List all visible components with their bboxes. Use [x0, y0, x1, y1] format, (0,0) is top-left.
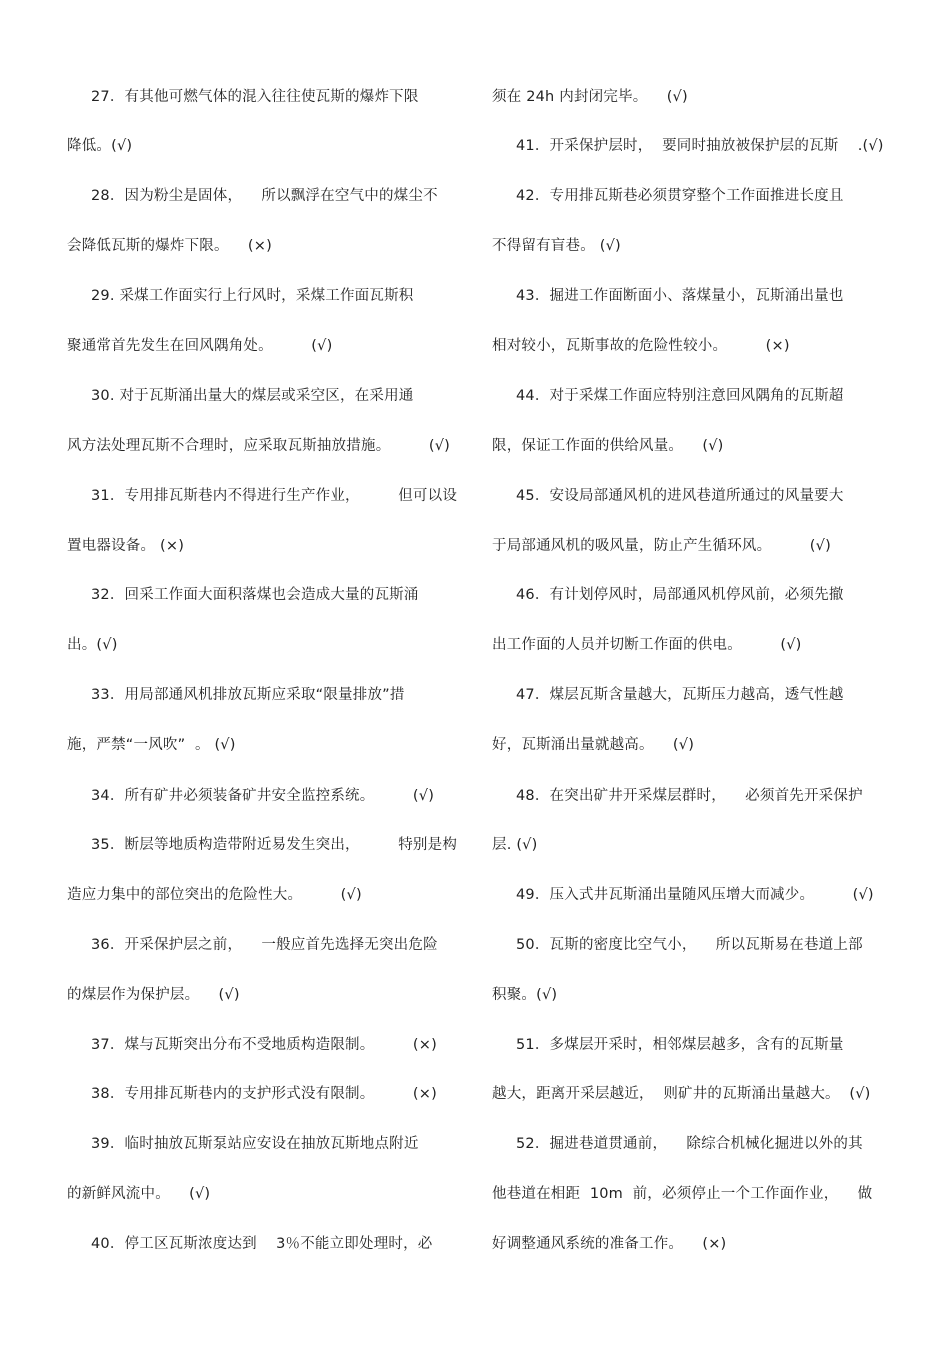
right-line: 45．安设局部通风机的进风巷道所通过的风量要大	[516, 488, 844, 504]
left-line: 38．专用排瓦斯巷内的支护形式没有限制。 (×)	[91, 1086, 437, 1102]
left-line: 35．断层等地质构造带附近易发生突出， 特别是构	[91, 837, 458, 853]
right-line: 越大，距离开采层越近， 则矿井的瓦斯涌出量越大。 (√)	[492, 1086, 871, 1102]
right-line: 43．掘进工作面断面小、落煤量小，瓦斯涌出量也	[516, 288, 844, 304]
right-line: 于局部通风机的吸风量，防止产生循环风。 (√)	[492, 538, 831, 554]
left-line: 造应力集中的部位突出的危险性大。 (√)	[67, 887, 362, 903]
left-line: 36．开采保护层之前， 一般应首先选择无突出危险	[91, 937, 438, 953]
right-line: 积聚。(√)	[492, 987, 558, 1003]
right-line: 49．压入式井瓦斯涌出量随风压增大而减少。 (√)	[516, 887, 874, 903]
right-line: 42．专用排瓦斯巷必须贯穿整个工作面推进长度且	[516, 188, 844, 204]
right-line: 不得留有盲巷。 (√)	[492, 238, 621, 254]
left-line: 27．有其他可燃气体的混入往往使瓦斯的爆炸下限	[91, 89, 419, 105]
right-line: 47．煤层瓦斯含量越大，瓦斯压力越高，透气性越	[516, 687, 844, 703]
left-line: 置电器设备。 (×)	[67, 538, 185, 554]
left-line: 的新鲜风流中。 (√)	[67, 1186, 211, 1202]
left-line: 32．回采工作面大面积落煤也会造成大量的瓦斯涌	[91, 587, 419, 603]
right-line: 51．多煤层开采时，相邻煤层越多，含有的瓦斯量	[516, 1037, 844, 1053]
left-line: 风方法处理瓦斯不合理时，应采取瓦斯抽放措施。 (√)	[67, 438, 451, 454]
right-line: 须在 24h 内封闭完毕。 (√)	[492, 89, 688, 105]
right-line: 他巷道在相距 10m 前，必须停止一个工作面作业， 做	[492, 1186, 873, 1202]
right-line: 好，瓦斯涌出量就越高。 (√)	[492, 737, 695, 753]
right-line: 出工作面的人员并切断工作面的供电。 (√)	[492, 637, 802, 653]
right-line: 52．掘进巷道贯通前， 除综合机械化掘进以外的其	[516, 1136, 863, 1152]
left-line: 33．用局部通风机排放瓦斯应采取“限量排放”措	[91, 687, 405, 703]
left-line: 29. 采煤工作面实行上行风时，采煤工作面瓦斯积	[91, 288, 414, 304]
left-line: 31．专用排瓦斯巷内不得进行生产作业， 但可以设	[91, 488, 458, 504]
right-line: 50．瓦斯的密度比空气小， 所以瓦斯易在巷道上部	[516, 937, 863, 953]
right-line: 41．开采保护层时， 要同时抽放被保护层的瓦斯 .(√)	[516, 138, 884, 154]
right-line: 相对较小，瓦斯事故的危险性较小。 (×)	[492, 338, 790, 354]
right-line: 限，保证工作面的供给风量。 (√)	[492, 438, 724, 454]
left-line: 聚通常首先发生在回风隅角处。 (√)	[67, 338, 333, 354]
left-line: 出。(√)	[67, 637, 118, 653]
right-line: 46．有计划停风时，局部通风机停风前，必须先撤	[516, 587, 844, 603]
left-line: 降低。(√)	[67, 138, 133, 154]
right-line: 48．在突出矿井开采煤层群时， 必须首先开采保护	[516, 788, 863, 804]
right-line: 层. (√)	[492, 837, 538, 853]
left-line: 28．因为粉尘是固体， 所以飘浮在空气中的煤尘不	[91, 188, 438, 204]
left-line: 的煤层作为保护层。 (√)	[67, 987, 240, 1003]
left-line: 34．所有矿井必须装备矿井安全监控系统。 (√)	[91, 788, 435, 804]
left-line: 40．停工区瓦斯浓度达到 3％不能立即处理时，必	[91, 1236, 433, 1252]
right-line: 好调整通风系统的准备工作。 (×)	[492, 1236, 727, 1252]
left-line: 30. 对于瓦斯涌出量大的煤层或采空区，在采用通	[91, 388, 414, 404]
left-line: 37．煤与瓦斯突出分布不受地质构造限制。 (×)	[91, 1037, 437, 1053]
left-line: 会降低瓦斯的爆炸下限。 (×)	[67, 238, 272, 254]
left-line: 39．临时抽放瓦斯泵站应安设在抽放瓦斯地点附近	[91, 1136, 419, 1152]
left-line: 施，严禁“一风吹” 。 (√)	[67, 737, 236, 753]
right-line: 44．对于采煤工作面应特别注意回风隅角的瓦斯超	[516, 388, 844, 404]
